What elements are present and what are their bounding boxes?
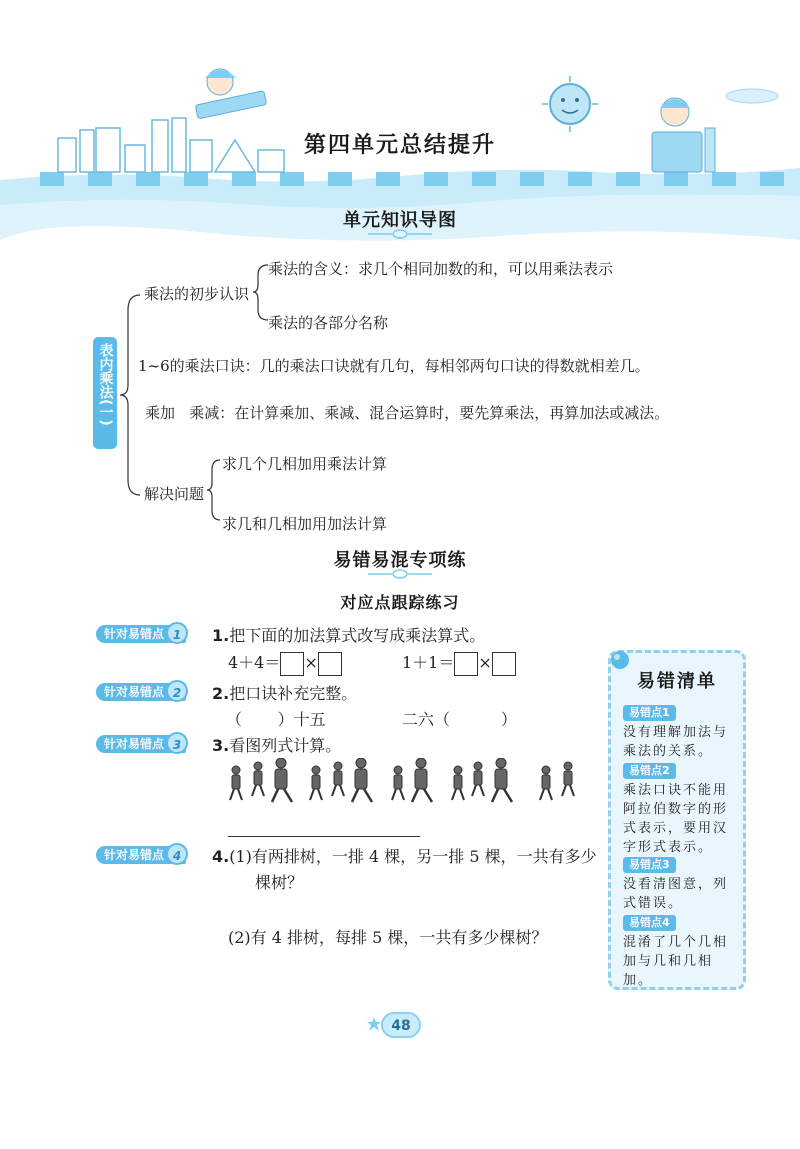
question-3: 3.看图列式计算。 [212,736,342,755]
mind-map-branch-3: 乘加 乘减：在计算乘加、乘减、混合运算时，要先算乘法，再算加法或减法。 [145,404,670,422]
page-number: 48 [381,1012,421,1038]
question-1: 1.把下面的加法算式改写成乘法算式。 [212,626,486,645]
answer-box[interactable] [318,652,342,676]
question-4-part-1-cont: 棵树？ [255,873,304,892]
practice-section-title: 易错易混专项练 [333,550,467,571]
answer-box[interactable] [492,652,516,676]
question-4-part-2: (2)有 4 排树，每排 5 棵，一共有多少棵树？ [228,928,548,947]
error-list-text-3: 没看清图意，列式错误。 [623,877,729,911]
error-point-tag-4: 针对易错点 4 [96,846,186,864]
question-1-equation-1: 4＋4＝ × [228,650,342,676]
unit-title: 第四单元总结提升 [303,133,496,158]
question-1-equation-2: 1＋1＝ × [402,650,516,676]
mind-map-branch-1: 乘法的初步认识 [144,285,250,303]
mind-map-branch-4: 解决问题 [144,485,205,503]
error-list-text-2: 乘法口诀不能用阿拉伯数字的形式表示，要用汉字形式表示。 [623,783,729,855]
error-list-tag-2: 易错点2 [623,763,676,779]
mind-map-branch-4-sub-1: 求几个几相加用乘法计算 [222,455,388,473]
question-4-part-1: 4.(1)有两排树，一排 4 棵，另一排 5 棵，一共有多少 [212,847,597,866]
error-list-title: 易错清单 [637,671,717,692]
error-list-tag-4: 易错点4 [623,915,676,931]
question-2-item-1: （ ）十五 [226,710,326,729]
error-list-tag-1: 易错点1 [623,705,676,721]
running-children-illustration [222,758,592,808]
question-2-item-2: 二六（ ） [402,710,517,729]
answer-line[interactable] [228,836,420,837]
answer-box[interactable] [454,652,478,676]
title-ornament [368,569,432,579]
error-point-tag-1: 针对易错点 1 [96,625,186,643]
error-list-panel [608,650,746,990]
error-point-tag-3: 针对易错点 3 [96,735,186,753]
error-list-text-4: 混淆了几个几相加与几和几相加。 [623,935,729,988]
mind-map-branch-4-sub-2: 求几和几相加用加法计算 [222,515,388,533]
mind-map-root-label: 表内乘法(一) [93,337,117,449]
practice-subtitle: 对应点跟踪练习 [340,593,460,612]
mind-map-branch-1-sub-2: 乘法的各部分名称 [268,314,389,332]
title-ornament [368,229,432,239]
mind-map-branch-2: 1~6的乘法口诀：几的乘法口诀就有几句，每相邻两句口诀的得数就相差几。 [138,357,650,375]
error-list-tag-3: 易错点3 [623,857,676,873]
question-2: 2.把口诀补充完整。 [212,684,358,703]
mind-map-title: 单元知识导图 [343,210,457,231]
answer-box[interactable] [280,652,304,676]
mind-map-branch-1-sub-1: 乘法的含义：求几个相同加数的和，可以用乘法表示 [268,260,614,278]
error-point-tag-2: 针对易错点 2 [96,683,186,701]
star-icon [366,1016,382,1032]
error-list-text-1: 没有理解加法与乘法的关系。 [623,725,729,759]
